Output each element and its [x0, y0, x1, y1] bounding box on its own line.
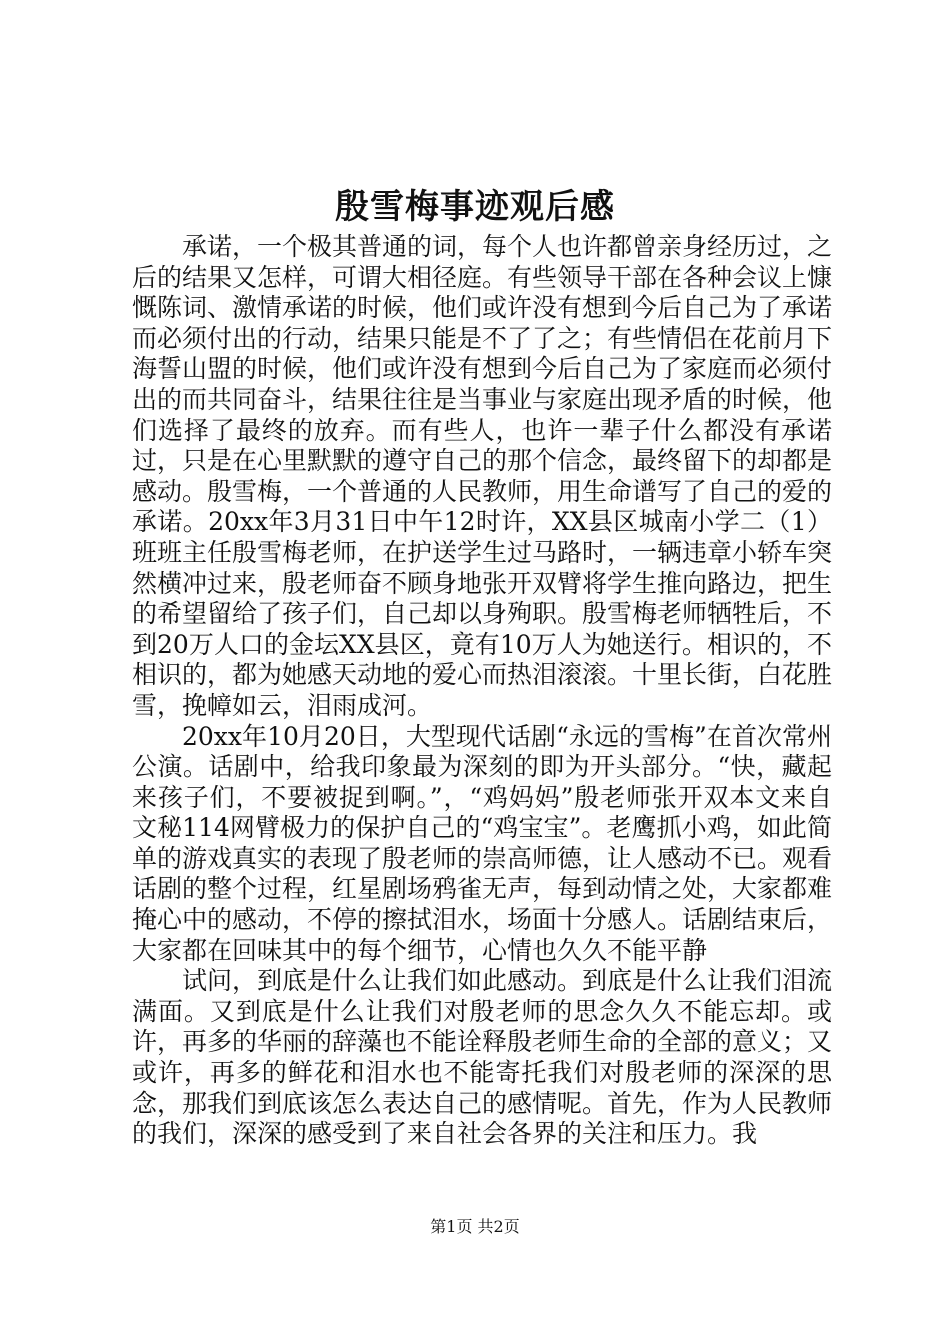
paragraph-1: 承诺，一个极其普通的词，每个人也许都曾亲身经历过，之后的结果又怎样，可谓大相径庭。有些领导干部在各种会议上慷慨陈词、激情承诺的时候，他们或许没有想到今后自己为了承诺而必须付出的行动，结果只能是不了了之；有些情侣在花前月下海誓山盟的时候，他们或许没有想到今后自己为了家庭而必须付出的而共同奋斗，结果往往是当事业与家庭出现矛盾的时候，他们选择了最终的放弃。而有些人，也许一辈子什么都没有承诺过，只是在心里默默的遵守自己的那个信念，最终留下的却都是感动。殷雪梅，一个普通的人民教师，用生命谱写了自己的爱的承诺。20xx年3月31日中午12时许，XX县区城南小学二（1）班班主任殷雪梅老师，在护送学生过马路时，一辆违章小轿车突然横冲过来，殷老师奋不顾身地张开双臂将学生推向路边，把生的希望留给了孩子们，自己却以身殉职。殷雪梅老师牺牲后，不到20万人口的金坛XX县区，竟有10万人为她送行。相识的，不相识的，都为她感天动地的爱心而热泪滚滚。十里长街，白花胜雪，挽幛如云，泪雨成河。: [132, 232, 833, 720]
document-title: 殷雪梅事迹观后感: [335, 187, 615, 227]
paragraph-3: 试问，到底是什么让我们如此感动。到底是什么让我们泪流满面。又到底是什么让我们对殷老师的思念久久不能忘却。或许，再多的华丽的辞藻也不能诠释殷老师生命的全部的意义；又或许，再多的鲜花和泪水也不能寄托我们对殷老师的深深的思念，那我们到底该怎么表达自己的感情呢。首先，作为人民教师的我们，深深的感受到了来自社会各界的关注和压力。我: [132, 966, 833, 1149]
page-number-footer: 第1页 共2页: [430, 1217, 520, 1236]
paragraph-2: 20xx年10月20日，大型现代话剧“永远的雪梅”在首次常州公演。话剧中，给我印象最为深刻的即为开头部分。“快，藏起来孩子们，不要被捉到啊。”，“鸡妈妈”殷老师张开双本文来自文秘114网臂极力的保护自己的“鸡宝宝”。老鹰抓小鸡，如此简单的游戏真实的表现了殷老师的崇高师德，让人感动不已。观看话剧的整个过程，红星剧场鸦雀无声，每到动情之处，大家都难掩心中的感动，不停的擦拭泪水，场面十分感人。话剧结束后，大家都在回味其中的每个细节，心情也久久不能平静: [132, 721, 833, 965]
document-body: [132, 232, 832, 1150]
